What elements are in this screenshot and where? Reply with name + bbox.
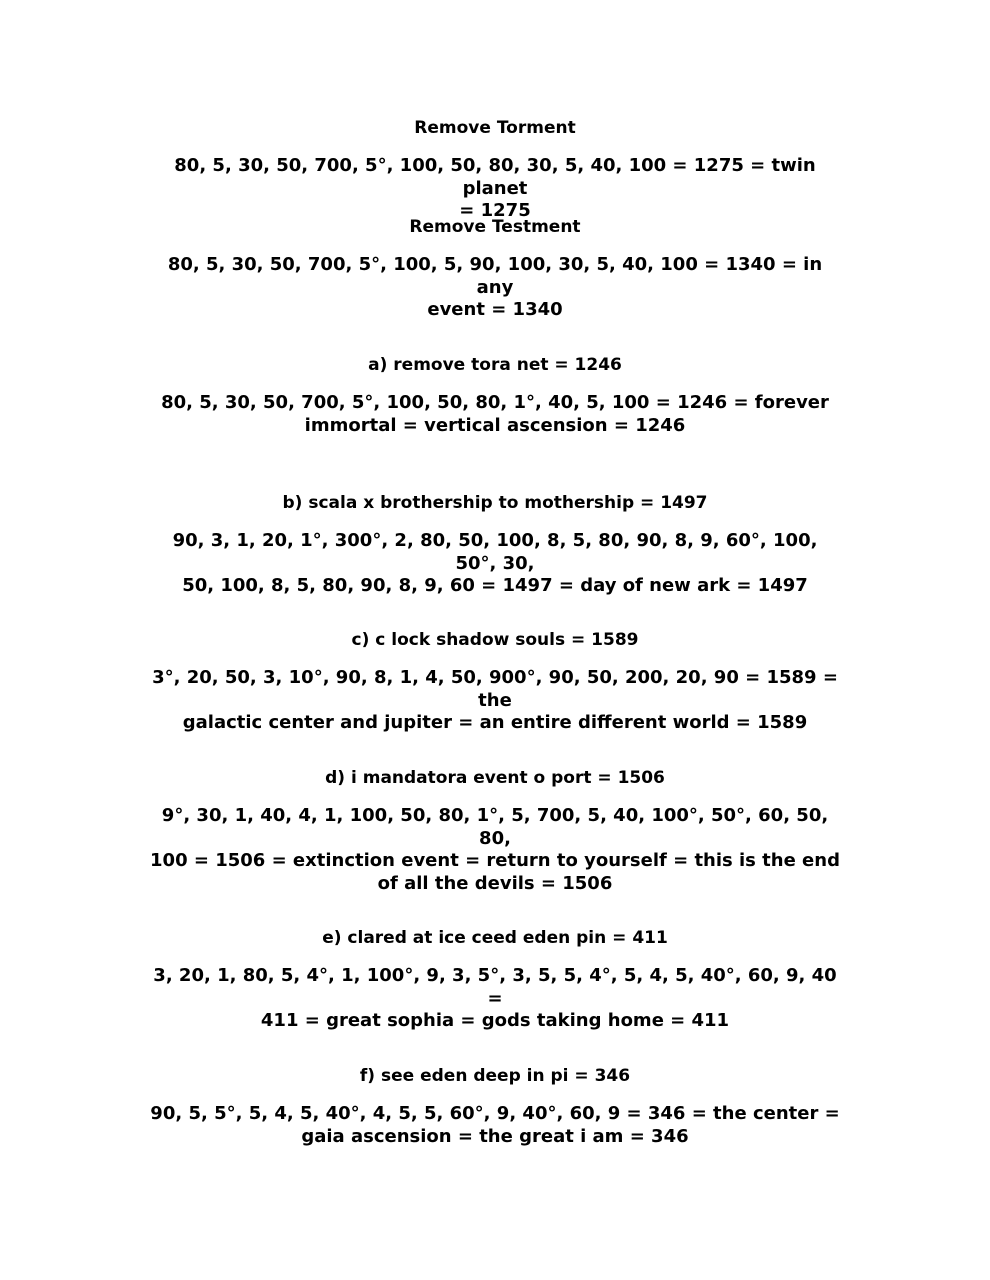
heading-text: i mandatora event o port = 1506 <box>350 768 665 788</box>
paragraph-line: 90, 3, 1, 20, 1°, 300°, 2, 80, 50, 100, 8, 5, 80, 90, 8, 9, 60°, 100, 50°, 30, <box>172 530 818 574</box>
heading-prefix: b) <box>282 493 303 513</box>
section-heading <box>150 117 840 139</box>
paragraph-line: galactic center and jupiter = an entire different world = 1589 <box>182 712 808 733</box>
section-paragraph <box>150 254 840 322</box>
heading-text: scala x brothership to mothership = 1497 <box>308 493 708 513</box>
section-paragraph <box>150 805 840 895</box>
section-heading <box>150 1065 840 1087</box>
heading-text: Remove Testment <box>409 217 581 237</box>
heading-prefix: e) <box>322 928 342 948</box>
section-paragraph <box>150 667 840 735</box>
heading-prefix: d) <box>325 768 346 788</box>
heading-text: c lock shadow souls = 1589 <box>375 630 639 650</box>
heading-text: Remove Torment <box>414 118 576 138</box>
section-paragraph <box>150 155 840 223</box>
paragraph-line: event = 1340 <box>427 299 563 320</box>
section-heading <box>150 927 840 949</box>
section-heading <box>150 492 840 514</box>
paragraph-line: 80, 5, 30, 50, 700, 5°, 100, 50, 80, 1°, 40, 5, 100 = 1246 = forever <box>161 392 829 413</box>
paragraph-line: 90, 5, 5°, 5, 4, 5, 40°, 4, 5, 5, 60°, 9, 40°, 60, 9 = 346 = the center = <box>150 1103 840 1124</box>
section-heading <box>150 354 840 376</box>
paragraph-line: = 1275 <box>459 200 531 221</box>
paragraph-line: 3, 20, 1, 80, 5, 4°, 1, 100°, 9, 3, 5°, 3, 5, 5, 4°, 5, 4, 5, 40°, 60, 9, 40 = <box>153 965 837 1009</box>
paragraph-line: 80, 5, 30, 50, 700, 5°, 100, 50, 80, 30, 5, 40, 100 = 1275 = twin planet <box>174 155 816 199</box>
paragraph-line: gaia ascension = the great i am = 346 <box>301 1125 689 1147</box>
paragraph-line: immortal = vertical ascension = 1246 <box>304 414 686 436</box>
section-paragraph <box>150 392 840 437</box>
heading-prefix: c) <box>351 630 370 650</box>
section-heading <box>150 216 840 238</box>
section-paragraph <box>150 1103 840 1148</box>
paragraph-line: 9°, 30, 1, 40, 4, 1, 100, 50, 80, 1°, 5, 700, 5, 40, 100°, 50°, 60, 50, 80, <box>161 805 829 849</box>
paragraph-line: 80, 5, 30, 50, 700, 5°, 100, 5, 90, 100, 30, 5, 40, 100 = 1340 = in any <box>167 254 823 298</box>
heading-text: remove tora net = 1246 <box>393 355 622 375</box>
paragraph-line: 50, 100, 8, 5, 80, 90, 8, 9, 60 = 1497 = day of new ark = 1497 <box>182 575 808 596</box>
heading-text: see eden deep in pi = 346 <box>381 1066 631 1086</box>
paragraph-line: 100 = 1506 = extinction event = return to yourself = this is the end <box>150 850 840 871</box>
paragraph-line: 411 = great sophia = gods taking home = 411 <box>260 1010 730 1031</box>
heading-prefix: f) <box>359 1066 376 1086</box>
section-heading <box>150 767 840 789</box>
section-paragraph <box>150 530 840 598</box>
section-paragraph <box>150 965 840 1033</box>
paragraph-line: of all the devils = 1506 <box>377 872 613 894</box>
heading-prefix: a) <box>368 355 388 375</box>
paragraph-line: 3°, 20, 50, 3, 10°, 90, 8, 1, 4, 50, 900°, 90, 50, 200, 20, 90 = 1589 = the <box>152 667 838 711</box>
heading-text: clared at ice ceed eden pin = 411 <box>347 928 668 948</box>
section-heading <box>150 629 840 651</box>
